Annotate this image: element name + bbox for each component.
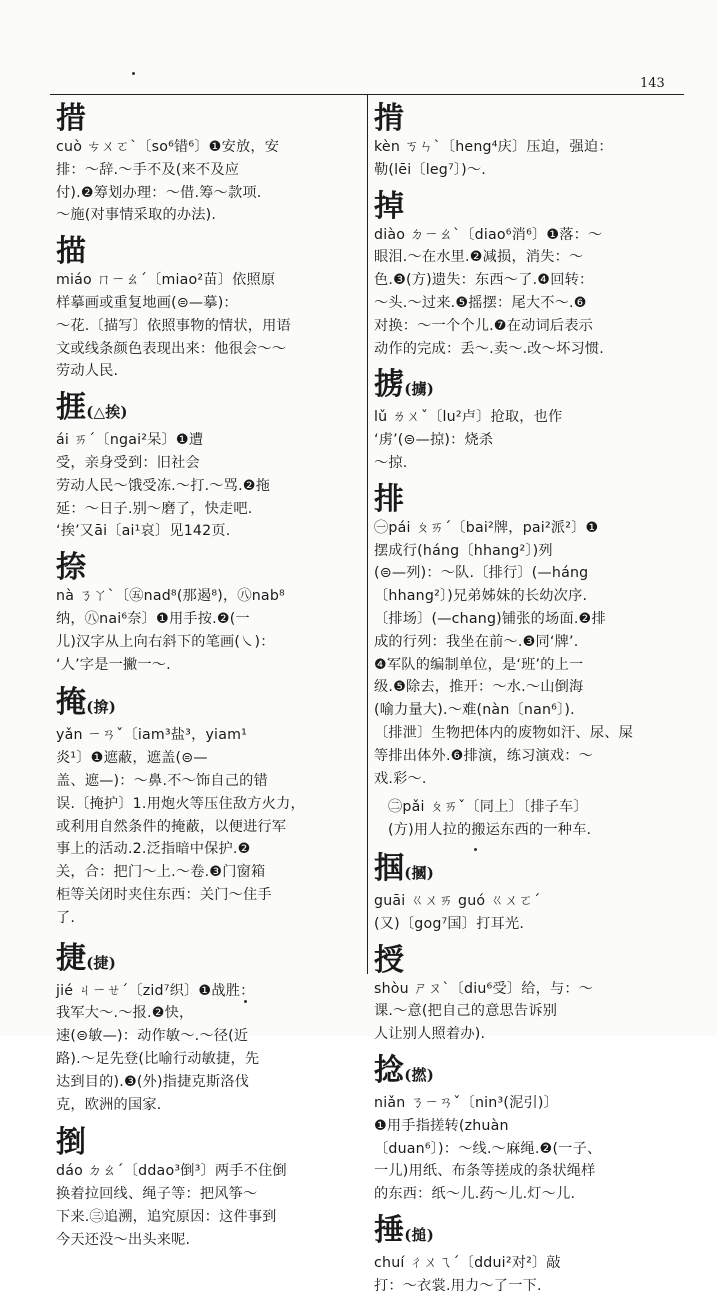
entry-line: 〔duan⁶〕)：～线.～麻绳.❷(一子、 [374,1140,602,1157]
entry-line: nà ㄋㄚˋ〔㊄nad⁸(那遏⁸)，㊇nab⁸ [56,588,285,605]
entry-line: (⊜—列)：～队.〔排行〕(—háng [374,565,589,582]
entry-line: 速(⊜敏—)：动作敏～.～径(近 [56,1028,249,1045]
entry-line: 〔排泄〕生物把体内的废物如汗、尿、屎 [374,724,633,741]
entry-line: 文或线条颜色表现出来：他很会～～ [56,340,287,357]
headword: 措 [56,101,87,136]
entry-line: shòu ㄕㄡˋ〔diu⁶受〕给，与：～ [374,980,594,997]
headword: 排 [374,481,405,517]
entry-line: ‘挨’又āi〔ai¹哀〕见142页. [56,523,231,540]
speck [132,72,135,75]
dictionary-entry [56,547,356,676]
entry-line: 下来.㊂追溯，追究原因：这件事到 [56,1208,277,1225]
entry-line: 延：～日子.别～磨了，快走吧. [56,500,253,517]
entry-line: 对换：～一个个儿.❼在动词后表示 [374,317,594,334]
entry-line: 柜等关闭时夹住东西：关门～住手 [56,886,272,903]
entry-line: 了. [56,909,76,926]
dictionary-entry [374,1050,679,1206]
entry-line: 级.❺除去，推开：～水.～山倒海 [374,679,584,696]
entry-line: 样摹画或重复地画(⊜—摹)： [56,294,238,311]
headword: 捶(搥) [374,1212,434,1248]
entry-line: ～头.～过来.❺摇摆：尾大不～.❻ [374,294,587,311]
entry-line: dáo ㄉㄠˊ〔ddao³倒³〕两手不住倒 [56,1163,287,1180]
entry-line: 一儿)用纸、布条等搓成的条状绳样 [374,1163,596,1180]
entry-line: 炎¹〕❶遮蔽，遮盖(⊜— [56,750,208,767]
entry-line: miáo ㄇㄧㄠˊ〔miao²苗〕依照原 [56,272,276,289]
headword-variant: (擄) [404,380,434,399]
entry-line: 〔hhang²〕)兄弟姊妹的长幼次序. [374,588,588,605]
entry-line: 摆成行(háng〔hhang²〕)列 [374,542,553,559]
entry-line: 纳，㊇nai⁶奈〕❶用手按.❷(一 [56,610,250,627]
entry-line: niǎn ㄋㄧㄢˇ〔nin³(泥引)〕 [374,1094,559,1111]
dictionary-entry [374,940,679,1046]
right-column [374,96,679,1297]
entry-line: 路).～足先登(比喻行动敏捷，先 [56,1050,260,1067]
headword: 掴(摑) [374,850,434,886]
entry-line: kèn ㄎㄣˋ〔heng⁴庆〕压迫，强迫： [374,139,613,155]
headword: 掩(揜) [56,685,116,721]
entry-line: ～掠. [374,454,408,471]
dictionary-entry [56,98,356,227]
entry-line: ái ㄞˊ〔ngai²呆〕❶遭 [56,432,204,449]
dictionary-entry [374,186,679,361]
entry-line: ‘人’字是一撇一～. [56,656,171,673]
entry-line: 〔排场〕(—chang)铺张的场面.❷排 [374,610,606,627]
headword-variant: (△挨) [86,403,128,422]
headword: 授 [374,942,405,978]
entry-line: 换着拉回线、绳子等：把风筝～ [56,1186,258,1203]
dictionary-entry [374,98,679,182]
entry-line: 今天还没～出头来呢. [56,1231,191,1248]
headword: 捻(撚) [374,1052,434,1088]
entry-line: 打：～衣裳.用力～了一下. [374,1277,542,1294]
headword-variant: (捷) [86,953,116,972]
entry-line: ～花.〔描写〕依照事物的情状，用语 [56,317,291,334]
headword-variant: (摑) [404,863,434,882]
headword: 掯 [374,101,405,136]
entry-line: jié ㄐㄧㄝˊ〔zid⁷织〕❶战胜： [56,982,255,999]
entry-line: 色.❸(方)遗失：东西～了.❹回转： [374,272,594,289]
entry-line: 排：～辞.～手不及(来不及应 [56,161,240,178]
entry-line: ㊁pǎi ㄆㄞˇ〔同上〕〔排子车〕 [388,799,588,816]
entry-line: 的东西：纸～儿.药～儿.灯～儿. [374,1186,576,1203]
entry-line: 戏.彩～. [374,770,427,787]
headword: 掉 [374,188,405,224]
entry-line: 动作的完成：丢～.卖～.改～坏习惯. [374,340,604,357]
entry-line: 误.〔掩护〕1.用炮火等压住敌方火力， [56,795,305,812]
entry-line: 劳动人民～饿受冻.～打.～骂.❷拖 [56,477,271,494]
dictionary-entry [56,938,356,1117]
headword: 捺 [56,550,87,586]
entry-line: 克，欧洲的国家. [56,1096,162,1113]
entry-line: 关，合：把门～上.～卷.❸门窗箱 [56,864,266,881]
dictionary-entry [374,1210,679,1297]
headword-variant: (揜) [86,698,116,717]
entry-line: guāi ㄍㄨㄞ guó ㄍㄨㄛˊ [374,892,541,909]
headword: 描 [56,234,87,270]
dictionary-entry [374,479,679,791]
entry-line: 等排出体外.❻排演，练习演戏：～ [374,747,594,764]
entry-line: 课.～意(把自己的意思告诉别 [374,1003,558,1020]
entry-line: yǎn ㄧㄢˇ〔iam³盐³，yiam¹ [56,727,247,744]
entry-line: 劳动人民. [56,363,119,380]
headword: 捯 [56,1125,87,1161]
entry-line: (方)用人拉的搬运东西的一种车. [388,822,592,839]
entry-line: (喻力量大).～难(nàn〔nan⁶〕). [374,702,575,719]
entry-line: 勒(lēi〔leg⁷〕)～. [374,161,487,178]
entry-line: 儿)汉字从上向右斜下的笔画(㇏)： [56,633,275,650]
dictionary-entry [56,231,356,383]
dictionary-entry [56,1122,356,1251]
entry-line: 我军大～.～报.❷快， [56,1005,194,1022]
entry-line: ❶用手指搓转(zhuàn [374,1117,509,1134]
entry-line: 盖、遮—)：～鼻.不～饰自己的错 [56,772,268,789]
headword-variant: (搥) [404,1225,434,1244]
page-number: 143 [640,76,665,91]
entry-line: ‘虏’(⊜—掠)：烧杀 [374,432,494,449]
column-divider [367,94,368,974]
entry-line: ～施(对事情采取的办法). [56,207,217,224]
dictionary-entry [374,364,679,474]
speck [474,848,477,851]
dictionary-entry [56,387,356,543]
speck [244,1000,247,1003]
entry-line: 眼泪.～在水里.❷减损，消失：～ [374,249,584,266]
entry-line: ❹军队的编制单位，是‘班’的上一 [374,656,584,673]
headword: 捷(捷) [56,940,116,976]
headword: 掳(擄) [374,367,434,403]
entry-line: 受，亲身受到：旧社会 [56,454,200,471]
dictionary-entry [374,848,679,936]
headword: 捱(△挨) [56,390,128,426]
entry-line: 人让别人照着办). [374,1026,486,1043]
entry-line: (又)〔gog⁷国〕打耳光. [374,915,525,932]
entry-line: lǔ ㄌㄨˇ〔lu²卢〕抢取，也作 [374,409,563,426]
entry-line: diào ㄉㄧㄠˋ〔diao⁶消⁶〕❶落：～ [374,226,603,243]
entry-line: ㊀pái ㄆㄞˊ〔bai²牌，pai²派²〕❶ [374,519,599,536]
headword-variant: (撚) [404,1065,434,1084]
entry-line: chuí ㄔㄨㄟˊ〔ddui²对²〕敲 [374,1254,561,1271]
dictionary-entry [56,682,356,929]
entry-line: 成的行列：我坐在前～.❸同‘牌’. [374,633,579,650]
entry-line: 付).❷筹划办理：～借.筹～款项. [56,184,262,201]
left-column [56,96,356,1251]
dictionary-entry [374,796,679,842]
entry-line: 或利用自然条件的掩蔽，以便进行军 [56,818,287,835]
entry-line: 事上的活动.2.泛指暗中保护.❷ [56,841,251,858]
entry-line: 达到目的).❸(外)指捷克斯洛伐 [56,1073,250,1090]
entry-line: cuò ㄘㄨㄛˋ〔so⁶错⁶〕❶安放，安 [56,139,280,155]
